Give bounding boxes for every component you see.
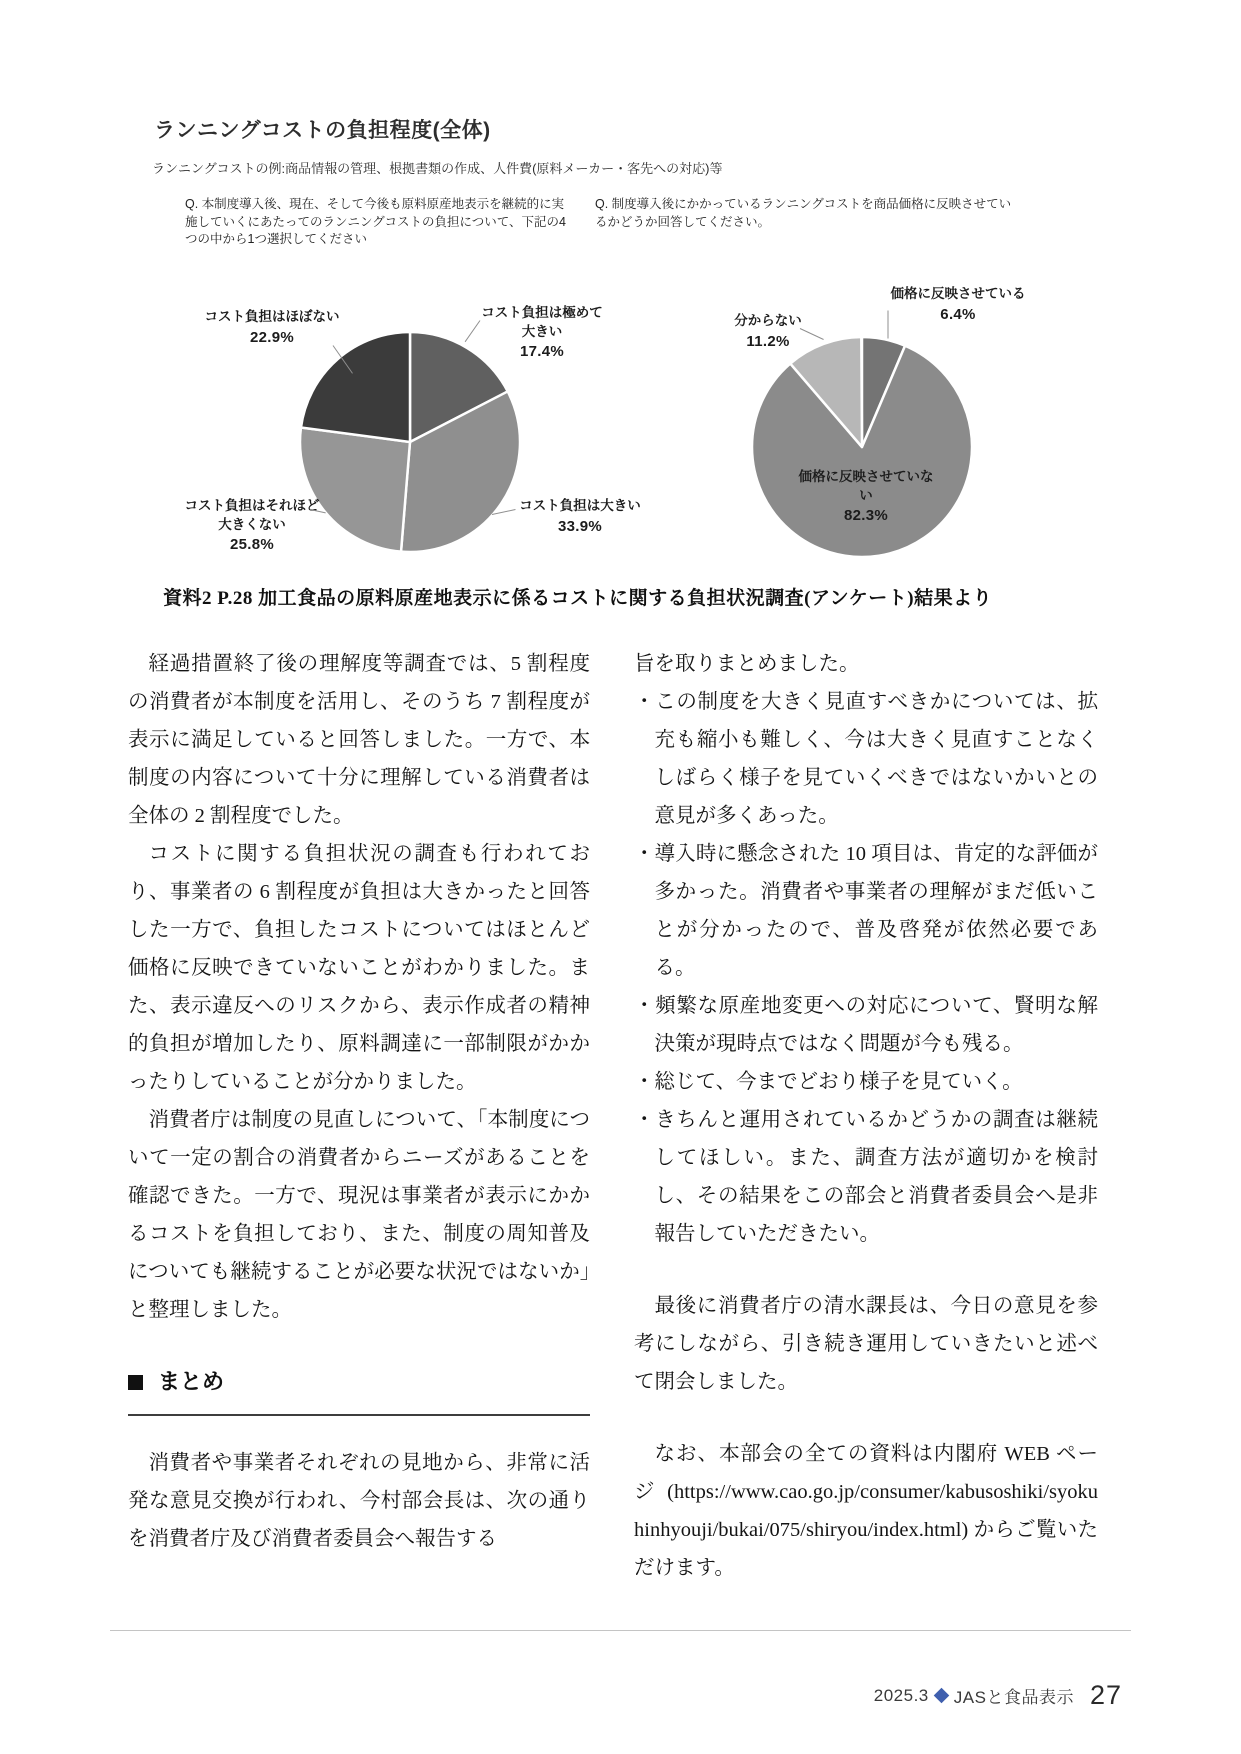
article-right-column	[634, 645, 1098, 1587]
paragraph: 消費者や事業者それぞれの見地から、非常に活発な意見交換が行われ、今村部会長は、次の通りを消費者庁及び消費者委員会へ報告する	[128, 1452, 590, 1550]
footer-issue: 2025.3	[873, 1685, 929, 1705]
bullet-item: ・きちんと運用されているかどうかの調査は継続してほしい。また、調査方法が適切かを検討し、その結果をこの部会と消費者委員会へ是非報告していただきたい。	[634, 1109, 1098, 1245]
pie2-label-haneisaseteiru: 価格に反映させている 6.4%	[890, 286, 1026, 323]
paragraph: 消費者庁は制度の見直しについて、「本制度について一定の割合の消費者からニーズがあることを確認できた。一方で、現況は事業者が表示にかかるコストを負担しており、また、制度の周知普及についても継続することが必要な状況ではないか」と整理しました。	[128, 1109, 590, 1321]
footer-journal-title: JASと食品表示	[953, 1688, 1074, 1707]
section-heading-label: まとめ	[158, 1369, 225, 1394]
pie2-label-haneisaseteinai: 価格に反映させていない 82.3%	[798, 469, 934, 524]
pie1-label-kiwamete: コスト負担は極めて大きい 17.4%	[481, 305, 603, 360]
footer-page-number: 27	[1089, 1680, 1122, 1710]
pie1-label-hobonai: コスト負担はほぼない 22.9%	[204, 309, 340, 346]
section-square-icon	[128, 1375, 143, 1390]
diamond-icon	[933, 1688, 949, 1704]
figure-title: ランニングコストの負担程度(全体)	[154, 119, 491, 142]
pie2-question: Q. 制度導入後にかかっているランニングコストを商品価格に反映させているかどうか回答してください。	[595, 197, 1012, 229]
bullet-item: ・導入時に懸念された 10 項目は、肯定的な評価が多かった。消費者や事業者の理解がまだ低いことが分かったので、普及啓発が依然必要である。	[634, 843, 1098, 979]
bullet-item: ・総じて、今までどおり様子を見ていく。	[634, 1071, 1023, 1093]
pie1-question: Q. 本制度導入後、現在、そして今後も原料原産地表示を継続的に実施していくにあたってのランニングコストの負担について、下記の4つの中から1つ選択してください	[185, 197, 566, 246]
pie1-label-ookii: コスト負担は大きい 33.9%	[519, 498, 641, 535]
leader-line	[888, 311, 889, 339]
footer-divider	[110, 1630, 1131, 1631]
pie-slice	[301, 332, 410, 442]
paragraph: 経過措置終了後の理解度等調査では、5 割程度の消費者が本制度を活用し、そのうち 7 割程度が表示に満足していると回答しました。一方で、本制度の内容について十分に理解している消費者は全体の 2 割程度でした。	[128, 653, 590, 827]
section-heading-matome	[128, 1363, 590, 1416]
paragraph-web-reference: なお、本部会の全ての資料は内閣府 WEB ページ (https://www.cao.go.jp/consumer/kabusoshiki/syokuhinhyouji/bukai/075/shiryou/index.html) からご覧いただけます。	[634, 1443, 1098, 1579]
pie1-label-sorehodo: コスト負担はそれほど大きくない 25.8%	[184, 498, 320, 553]
bullet-item: ・頻繁な原産地変更への対応について、賢明な解決策が現時点ではなく問題が今も残る。	[634, 995, 1098, 1055]
paragraph: 最後に消費者庁の清水課長は、今日の意見を参考にしながら、引き続き運用していきたいと述べて閉会しました。	[634, 1295, 1098, 1393]
pie2-label-wakaranai: 分からない 11.2%	[734, 313, 802, 350]
pie-chart-cost-burden	[298, 330, 522, 554]
paragraph-continuation: 旨を取りまとめました。	[634, 653, 860, 675]
paragraph: コストに関する負担状況の調査も行われており、事業者の 6 割程度が負担は大きかったと回答した一方で、負担したコストについてはほとんど価格に反映できていないことがわかりました。また、表示違反へのリスクから、表示作成者の精神的負担が増加したり、原料調達に一部制限がかかったりしていることが分かりました。	[128, 843, 590, 1093]
article-left-column	[128, 645, 590, 1558]
bullet-item: ・この制度を大きく見直すべきかについては、拡充も縮小も難しく、今は大きく見直すことなくしばらく様子を見ていくべきではないかいとの意見が多くあった。	[634, 691, 1098, 827]
page-footer	[874, 1680, 1122, 1711]
figure-caption: 資料2 P.28 加工食品の原料原産地表示に係るコストに関する負担状況調査(アンケート)結果より	[163, 588, 993, 609]
figure-subtitle: ランニングコストの例:商品情報の管理、根拠書類の作成、人件費(原料メーカー・客先への対応)等	[152, 161, 723, 176]
